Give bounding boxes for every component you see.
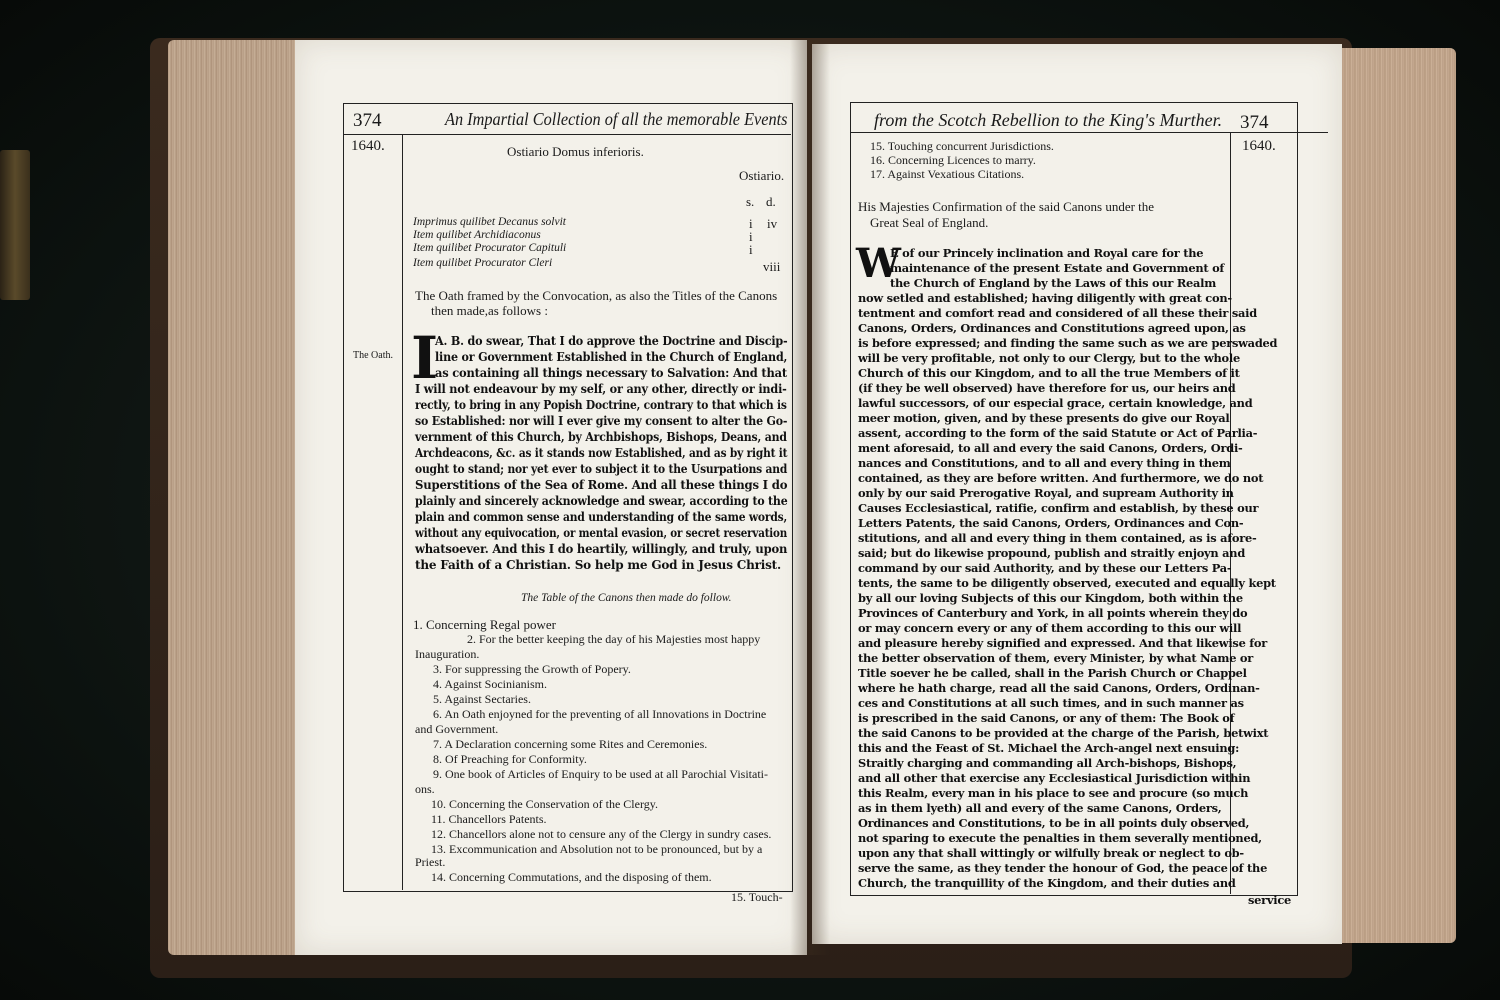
proclamation-line: Canons, Orders, Ordinances and Constitutions agreed upon, as: [858, 321, 1246, 335]
adjacent-book-spine: [0, 150, 30, 300]
right-year-margin: 1640.: [1242, 138, 1276, 154]
oath-drop-cap: I: [411, 324, 439, 392]
fee-shillings: i: [749, 216, 753, 231]
fee-pence: iv: [767, 216, 778, 231]
left-catchword: 15. Touch-: [731, 890, 783, 904]
canon-item: Inauguration.: [415, 647, 480, 661]
canon-item: ons.: [415, 782, 435, 796]
ostiario-heading: Ostiario Domus inferioris.: [507, 144, 644, 159]
proclamation-line: meer motion, given, and by these presents do give our Royal: [858, 411, 1230, 425]
canon-item: 4. Against Socinianism.: [433, 677, 547, 691]
proclamation-line: lawful successors, of our especial grace, certain knowledge, and: [858, 396, 1253, 410]
canon-item: 17. Against Vexatious Citations.: [870, 167, 1025, 181]
proclamation-line: said; but do likewise propound, publish and straitly enjoyn and: [858, 546, 1246, 560]
currency-d: d.: [766, 194, 776, 209]
left-header-rule: [343, 134, 791, 135]
right-page: [812, 44, 1342, 944]
fee-label: Imprimus quilibet Decanus solvit: [413, 216, 566, 228]
proclamation-line: as in them lyeth) all and every of the same Canons, Orders,: [858, 801, 1222, 815]
proclamation-line: ces and Constitutions at all such times, and in such manner as: [858, 696, 1244, 710]
canon-item: 8. Of Preaching for Conformity.: [433, 752, 587, 766]
oath-margin-note: The Oath.: [353, 350, 393, 361]
proclamation-line: the Church of England by the Laws of this our Realm: [890, 276, 1217, 290]
proclamation-line: where he hath charge, read all the said Canons, Orders, Ordinan-: [858, 681, 1260, 695]
proclamation-line: the better observation of them, every Minister, by what Name or: [858, 651, 1254, 665]
fee-label: Item quilibet Procurator Cleri: [413, 257, 553, 269]
right-page-number: 374: [1240, 112, 1269, 133]
proclamation-line: the said Canons to be provided at the charge of the Parish, betwixt: [858, 726, 1269, 740]
proclamation-line: and all other that exercise any Ecclesiastical Jurisdiction within: [858, 771, 1251, 785]
proclamation-line: contained, as they are before written. And furthermore, we do not: [858, 471, 1264, 485]
oath-line: Superstitions of the Sea of Rome. And all these things I do: [415, 478, 788, 492]
proclamation-line: Provinces of Canterbury and York, in all points wherein they do: [858, 606, 1248, 620]
right-catchword: service: [1248, 893, 1292, 907]
oath-line: ought to stand; nor yet ever to subject it to the Usurpations and: [415, 462, 788, 476]
canon-item: 16. Concerning Licences to marry.: [870, 153, 1036, 167]
oath-line: the Faith of a Christian. So help me God in Jesus Christ.: [415, 558, 781, 572]
fee-shillings: i: [749, 242, 753, 257]
proclamation-line: Letters Patents, the said Canons, Orders, Ordinances and Con-: [858, 516, 1244, 530]
canons-table-heading: The Table of the Canons then made do follow.: [521, 592, 732, 604]
proclamation-line: only by our said Prerogative Royal, and supream Authority in: [858, 486, 1234, 500]
canon-item: and Government.: [415, 722, 499, 736]
proclamation-line: maintenance of the present Estate and Government of: [890, 261, 1225, 275]
proclamation-line: ment aforesaid, to all and every the said Canons, Orders, Ordi-: [858, 441, 1243, 455]
proclamation-line: E of our Princely inclination and Royal care for the: [890, 246, 1204, 260]
fee-label: Item quilibet Procurator Capituli: [413, 242, 567, 254]
oath-line: as containing all things necessary to Salvation: And that: [435, 366, 787, 380]
oath-line: without any equivocation, or mental evasion, or secret reservation: [415, 526, 788, 540]
oath-line: plain and common sense and understanding of the same words,: [415, 510, 788, 524]
right-page-edges: [1338, 48, 1456, 943]
oath-line: vernment of this Church, by Archbishops, Bishops, Deans, and: [415, 430, 787, 444]
canon-item: 10. Concerning the Conservation of the Clergy.: [431, 797, 658, 811]
right-running-head: from the Scotch Rebellion to the King's Murther.: [874, 110, 1223, 130]
canon-item: 3. For suppressing the Growth of Popery.: [433, 662, 631, 676]
canon-item: 1. Concerning Regal power: [413, 617, 556, 632]
oath-line: plainly and sincerely acknowledge and swear, according to the: [415, 494, 788, 508]
proclamation-line: Title soever he be called, shall in the Parish Church or Chappel: [858, 666, 1247, 680]
fee-shillings: i: [749, 229, 753, 244]
proclamation-line: (if they be well observed) have therefore for us, our heirs and: [858, 381, 1236, 395]
canon-item: 7. A Declaration concerning some Rites and Ceremonies.: [433, 737, 708, 751]
oath-intro-line: The Oath framed by the Convocation, as also the Titles of the Canons: [415, 288, 778, 303]
proclamation-line: will be very profitable, not only to our Clergy, but to the whole: [858, 351, 1240, 365]
fee-label: Item quilibet Archidiaconus: [413, 229, 541, 241]
proclamation-line: Ordinances and Constitutions, to be in all points duly observed,: [858, 816, 1250, 830]
proclamation-line: is prescribed in the said Canons, or any of them: The Book of: [858, 711, 1235, 725]
currency-s: s.: [746, 194, 755, 209]
proclamation-line: Straitly charging and commanding all Arch-bishops, Bishops,: [858, 756, 1237, 770]
left-running-head: An Impartial Collection of all the memorable Events: [445, 109, 788, 129]
ostiario-column-label: Ostiario.: [739, 168, 785, 183]
oath-line: whatsoever. And this I do heartily, willingly, and truly, upon: [415, 542, 788, 556]
proclamation-drop-cap: W: [856, 240, 901, 287]
proclamation-line: Church of this our Kingdom, and to all the true Members of it: [858, 366, 1240, 380]
canon-item: 9. One book of Articles of Enquiry to be used at all Parochial Visitati-: [433, 767, 768, 781]
left-year-margin: 1640.: [351, 138, 385, 154]
oath-intro-line: then made,as follows :: [431, 303, 548, 318]
confirmation-heading: His Majesties Confirmation of the said Canons under the: [858, 199, 1155, 214]
left-page-number: 374: [353, 110, 382, 131]
canon-item: 15. Touching concurrent Jurisdictions.: [870, 139, 1054, 153]
proclamation-line: not sparing to execute the penalties in them severally mentioned,: [858, 831, 1262, 845]
proclamation-line: serve the same, as they tender the honour of God, the peace of the: [858, 861, 1268, 875]
proclamation-line: by all our loving Subjects of this our Kingdom, both within the: [858, 591, 1243, 605]
left-margin-rule: [402, 134, 403, 890]
proclamation-line: Church, the tranquillity of the Kingdom, and their duties and: [858, 876, 1236, 890]
canon-item: 6. An Oath enjoyned for the preventing of all Innovations in Doctrine: [433, 707, 767, 721]
proclamation-line: nances and Constitutions, and to all and every thing in them: [858, 456, 1231, 470]
proclamation-line: tentment and comfort read and considered of all these their said: [858, 306, 1257, 320]
proclamation-line: now setled and established; having diligently with great con-: [858, 291, 1232, 305]
oath-line: so Established: nor will I ever give my consent to alter the Go-: [415, 414, 788, 428]
proclamation-line: Causes Ecclesiastical, ratifie, confirm and establish, by these our: [858, 501, 1259, 515]
canon-item: 2. For the better keeping the day of his Majesties most happy: [467, 632, 761, 646]
left-page: [295, 40, 807, 955]
confirmation-heading-line-2: Great Seal of England.: [870, 215, 989, 230]
canon-item: 13. Excommunication and Absolution not to be pronounced, but by a: [431, 842, 763, 856]
proclamation-line: or may concern every or any of them according to this our will: [858, 621, 1242, 635]
proclamation-line: assent, according to the form of the said Statute or Act of Parlia-: [858, 426, 1258, 440]
proclamation-line: this Realm, every man in his place to see and procure (so much: [858, 786, 1249, 800]
proclamation-line: stitutions, and all and every thing in them contained, as is afore-: [858, 531, 1257, 545]
canon-item: Priest.: [415, 855, 446, 869]
proclamation-line: and pleasure hereby signified and expressed. And that likewise for: [858, 636, 1268, 650]
canon-item: 14. Concerning Commutations, and the disposing of them.: [431, 870, 712, 884]
proclamation-line: tents, the same to be diligently observed, executed and equally kept: [858, 576, 1276, 590]
left-page-edges: [168, 40, 300, 955]
canon-item: 12. Chancellors alone not to censure any of the Clergy in sundry cases.: [431, 827, 772, 841]
oath-line: Archdeacons, &c. as it stands now Established, and as by right it: [415, 446, 788, 460]
oath-line: I will not endeavour by my self, or any other, directly or indi-: [415, 382, 787, 396]
proclamation-line: upon any that shall wittingly or wilfully break or neglect to ob-: [858, 846, 1244, 860]
proclamation-line: is before expressed; and finding the same such as we are perswaded: [858, 336, 1278, 350]
canon-item: 11. Chancellors Patents.: [431, 812, 547, 826]
fee-pence: viii: [763, 259, 781, 274]
oath-line: rectly, to bring in any Popish Doctrine, contrary to that which is: [415, 398, 787, 412]
proclamation-line: command by our said Authority, and by these our Letters Pa-: [858, 561, 1232, 575]
canon-item: 5. Against Sectaries.: [433, 692, 531, 706]
oath-line: line or Government Established in the Church of England,: [435, 350, 788, 364]
proclamation-line: this and the Feast of St. Michael the Arch-angel next ensuing:: [858, 741, 1240, 755]
oath-line: A. B. do swear, That I do approve the Doctrine and Discip-: [435, 334, 788, 348]
